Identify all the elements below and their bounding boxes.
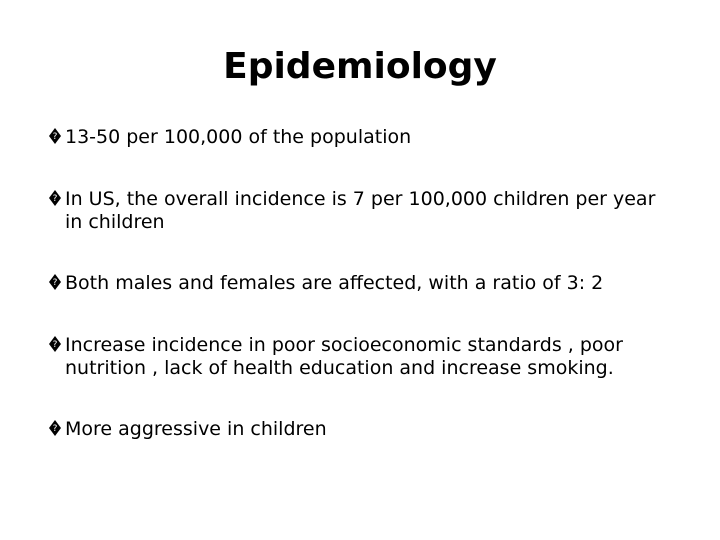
bullet-item	[48, 418, 678, 441]
missing-glyph-icon	[48, 127, 64, 147]
bullet-text: 13-50 per 100,000 of the population	[65, 126, 412, 148]
bullet-text: In US, the overall incidence is 7 per 100,000 children per year in children	[65, 188, 656, 233]
slide-title: Epidemiology	[223, 46, 497, 87]
svg-text:?: ?	[52, 194, 58, 204]
bullet-item	[48, 272, 678, 295]
bullet-item	[48, 334, 678, 380]
missing-glyph-icon	[48, 335, 64, 355]
svg-text:?: ?	[52, 278, 58, 288]
svg-text:?: ?	[52, 132, 58, 142]
bullet-item	[48, 188, 678, 234]
bullet-item	[48, 126, 678, 149]
bullet-text: Both males and females are affected, with a ratio of 3: 2	[65, 272, 604, 294]
bullet-text: More aggressive in children	[65, 418, 327, 440]
missing-glyph-icon	[48, 273, 64, 293]
svg-text:?: ?	[52, 424, 58, 434]
bullet-list	[48, 126, 678, 480]
missing-glyph-icon	[48, 419, 64, 439]
svg-text:?: ?	[52, 340, 58, 350]
missing-glyph-icon	[48, 189, 64, 209]
bullet-text: Increase incidence in poor socioeconomic standards , poor nutrition , lack of health education and increase smoking.	[65, 334, 623, 379]
